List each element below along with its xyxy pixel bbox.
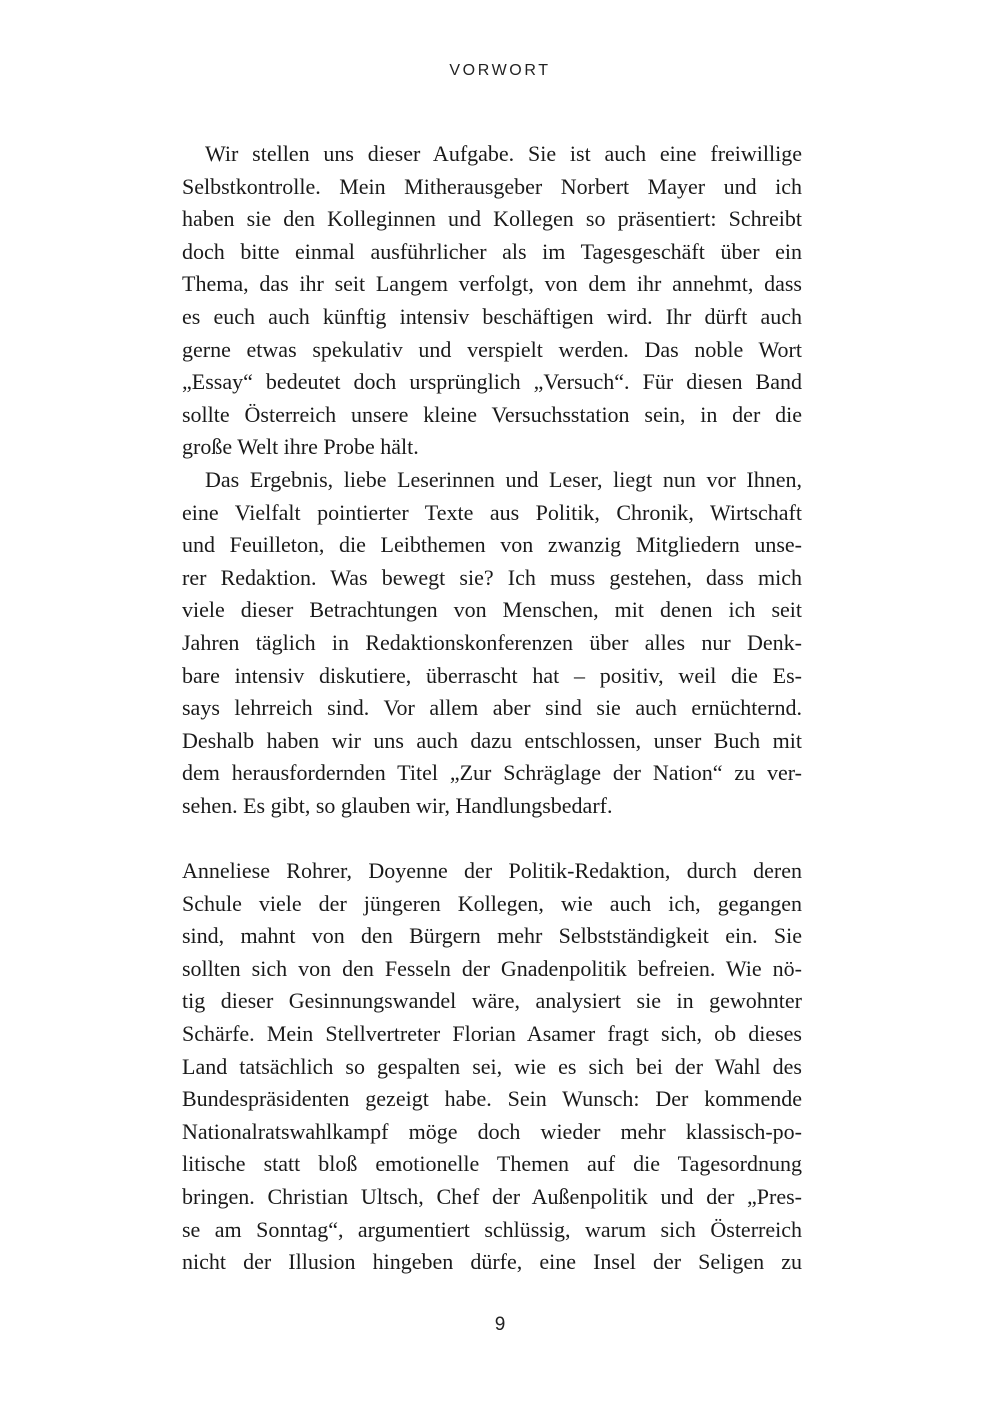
text-line: doch bitte einmal ausführlicher als im Tagesgeschäft über ein <box>182 238 802 264</box>
text-line: viele dieser Betrachtungen von Menschen, mit denen ich seit <box>182 597 802 623</box>
text-line: eine Vielfalt pointierter Texte aus Politik, Chronik, Wirtschaft <box>182 499 802 525</box>
text-line: haben sie den Kolleginnen und Kollegen so präsentiert: Schreibt <box>182 206 802 232</box>
text-line: Nationalratswahlkampf möge doch wieder mehr klassisch-po- <box>182 1118 802 1144</box>
page-number: 9 <box>494 1314 506 1335</box>
running-header: VORWORT <box>449 62 551 79</box>
text-line: sollten sich von den Fesseln der Gnadenpolitik befreien. Wie nö- <box>182 955 802 981</box>
text-line: rer Redaktion. Was bewegt sie? Ich muss gestehen, dass mich <box>182 564 802 590</box>
paragraph-3 <box>182 855 802 1279</box>
section-break <box>182 822 802 855</box>
text-line: Jahren täglich in Redaktionskonferenzen über alles nur Denk- <box>182 629 802 655</box>
text-line: Schärfe. Mein Stellvertreter Florian Asamer fragt sich, ob dieses <box>182 1021 802 1047</box>
text-line: Deshalb haben wir uns auch dazu entschlossen, unser Buch mit <box>182 727 802 753</box>
text-line: es euch auch künftig intensiv beschäftigen wird. Ihr dürft auch <box>182 303 802 329</box>
text-line: dem herausfordernden Titel „Zur Schräglage der Nation“ zu ver- <box>182 760 802 786</box>
text-line: says lehrreich sind. Vor allem aber sind sie auch ernüchternd. <box>182 695 802 721</box>
text-line: Land tatsächlich so gespalten sei, wie es sich bei der Wahl des <box>182 1053 802 1079</box>
text-line: Schule viele der jüngeren Kollegen, wie auch ich, gegangen <box>182 890 802 916</box>
text-line: gerne etwas spekulativ und verspielt werden. Das noble Wort <box>182 336 802 362</box>
text-line: litische statt bloß emotionelle Themen auf die Tagesordnung <box>182 1151 802 1177</box>
paragraph-2 <box>182 464 802 823</box>
text-line: „Essay“ bedeutet doch ursprünglich „Versuch“. Für diesen Band <box>182 369 802 395</box>
paragraph-1 <box>182 138 802 464</box>
text-line: bare intensiv diskutiere, überrascht hat – positiv, weil die Es- <box>182 662 802 688</box>
text-line: sind, mahnt von den Bürgern mehr Selbstständigkeit ein. Sie <box>182 923 802 949</box>
text-line: Anneliese Rohrer, Doyenne der Politik-Redaktion, durch deren <box>182 858 802 884</box>
text-line: nicht der Illusion hingeben dürfe, eine Insel der Seligen zu <box>182 1249 802 1275</box>
text-line: bringen. Christian Ultsch, Chef der Außenpolitik und der „Pres- <box>182 1184 802 1209</box>
text-line: große Welt ihre Probe hält. <box>182 434 419 460</box>
text-line: Bundespräsidenten gezeigt habe. Sein Wunsch: Der kommende <box>182 1086 802 1112</box>
body-text <box>182 138 802 1279</box>
text-line: sollte Österreich unsere kleine Versuchsstation sein, in der die <box>182 401 802 427</box>
text-line: Thema, das ihr seit Langem verfolgt, von dem ihr annehmt, dass <box>182 271 802 297</box>
text-line: Das Ergebnis, liebe Leserinnen und Leser, liegt nun vor Ihnen, <box>205 466 802 492</box>
text-line: sehen. Es gibt, so glauben wir, Handlungsbedarf. <box>182 792 613 818</box>
text-line: se am Sonntag“, argumentiert schlüssig, warum sich Österreich <box>182 1216 802 1242</box>
text-line: und Feuilleton, die Leibthemen von zwanzig Mitgliedern unse- <box>182 532 802 558</box>
text-line: tig dieser Gesinnungswandel wäre, analysiert sie in gewohnter <box>182 988 802 1014</box>
text-line: Selbstkontrolle. Mein Mitherausgeber Norbert Mayer und ich <box>182 173 802 199</box>
text-line: Wir stellen uns dieser Aufgabe. Sie ist auch eine freiwillige <box>205 141 802 166</box>
